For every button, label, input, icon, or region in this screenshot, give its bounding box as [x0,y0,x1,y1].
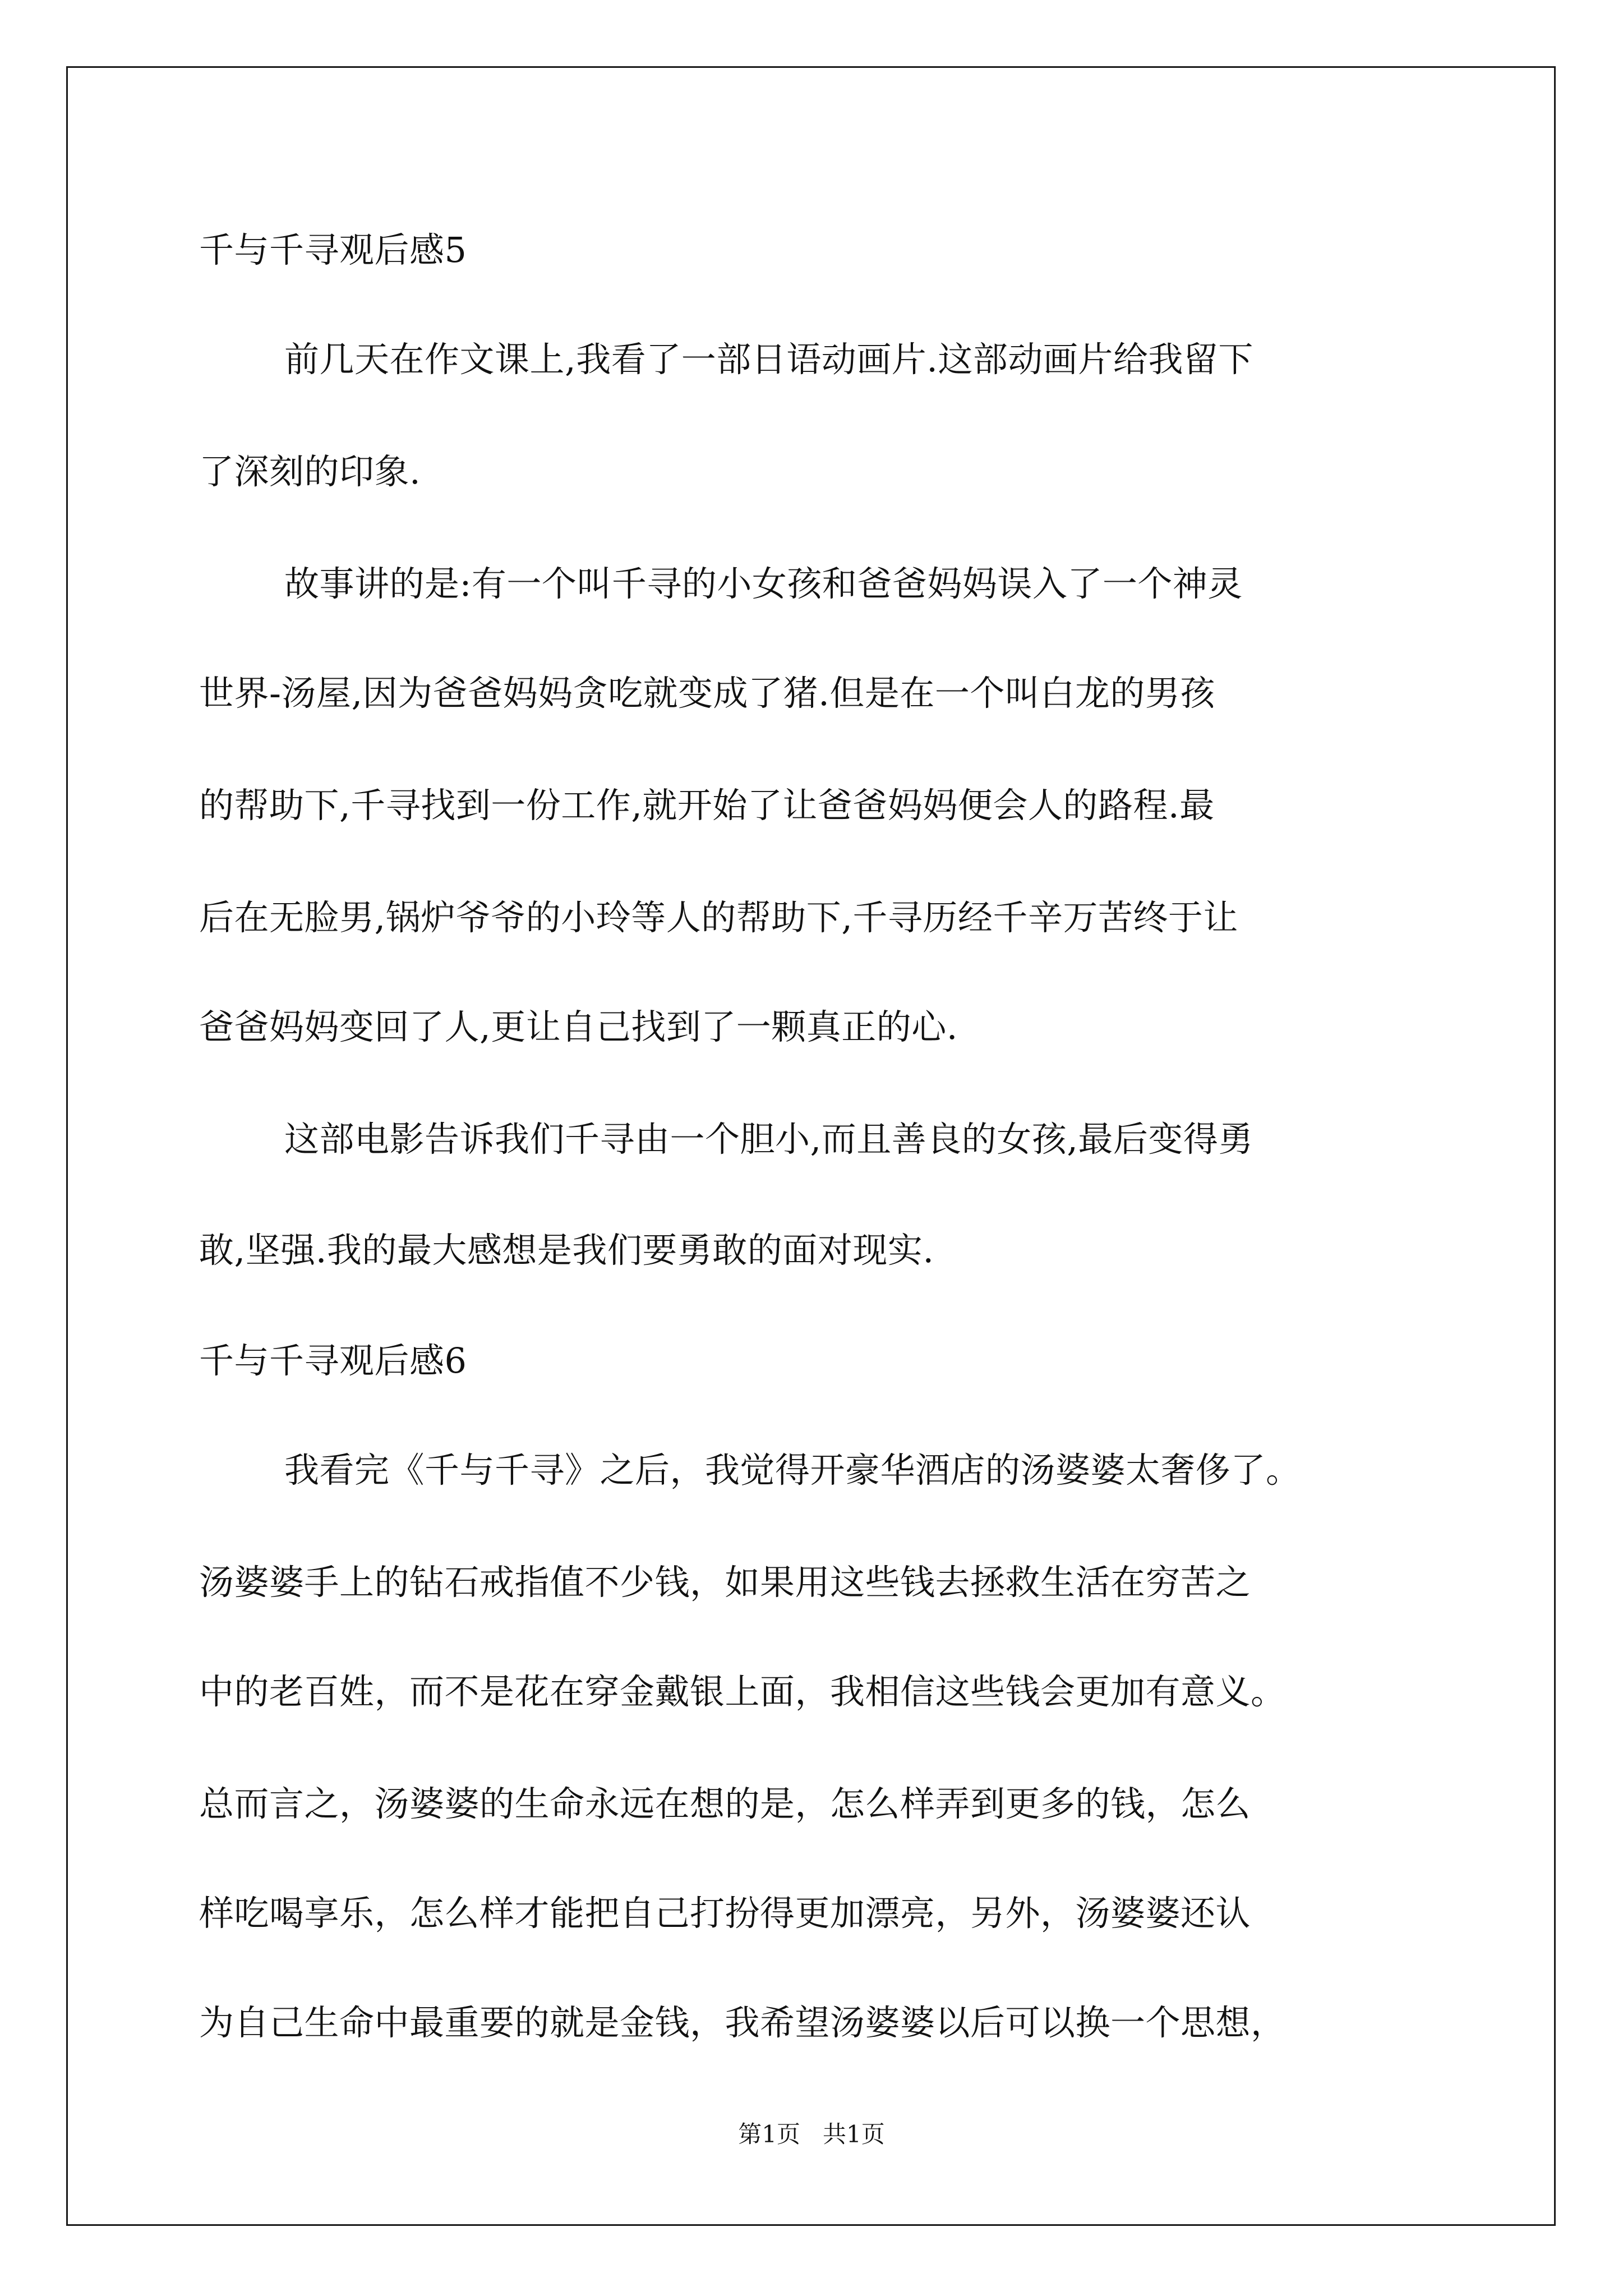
paragraph-line: 前几天在作文课上,我看了一部日语动画片.这部动画片给我留下 [284,339,1253,380]
paragraph-line: 我看完《千与千寻》之后，我觉得开豪华酒店的汤婆婆太奢侈了。 [284,1450,1301,1490]
paragraph-line: 爸爸妈妈变回了人,更让自己找到了一颗真正的心. [199,1006,958,1047]
page-number-footer: 第1页 共1页 [738,2120,885,2148]
paragraph-line: 敢,坚强.我的最大感想是我们要勇敢的面对现实. [199,1230,934,1271]
paragraph-line: 样吃喝享乐，怎么样才能把自己打扮得更加漂亮，另外，汤婆婆还认 [199,1893,1251,1934]
paragraph-line: 这部电影告诉我们千寻由一个胆小,而且善良的女孩,最后变得勇 [284,1119,1253,1159]
paragraph-line: 为自己生命中最重要的就是金钱，我希望汤婆婆以后可以换一个思想， [199,2002,1286,2043]
section-title-6: 千与千寻观后感6 [199,1340,467,1381]
paragraph-line: 世界-汤屋,因为爸爸妈妈贪吃就变成了猪.但是在一个叫白龙的男孩 [199,673,1215,714]
paragraph-line: 总而言之，汤婆婆的生命永远在想的是，怎么样弄到更多的钱，怎么 [199,1783,1251,1824]
paragraph-line: 汤婆婆手上的钻石戒指值不少钱，如果用这些钱去拯救生活在穷苦之 [199,1562,1251,1603]
section-title-5: 千与千寻观后感5 [199,229,467,270]
paragraph-line: 的帮助下,千寻找到一份工作,就开始了让爸爸妈妈便会人的路程.最 [199,785,1215,826]
paragraph-line: 后在无脸男,锅炉爷爷的小玲等人的帮助下,千寻历经千辛万苦终于让 [199,897,1238,938]
paragraph-line: 故事讲的是:有一个叫千寻的小女孩和爸爸妈妈误入了一个神灵 [284,563,1243,604]
paragraph-line: 中的老百姓，而不是花在穿金戴银上面，我相信这些钱会更加有意义。 [199,1671,1286,1712]
paragraph-line: 了深刻的印象. [199,451,421,492]
